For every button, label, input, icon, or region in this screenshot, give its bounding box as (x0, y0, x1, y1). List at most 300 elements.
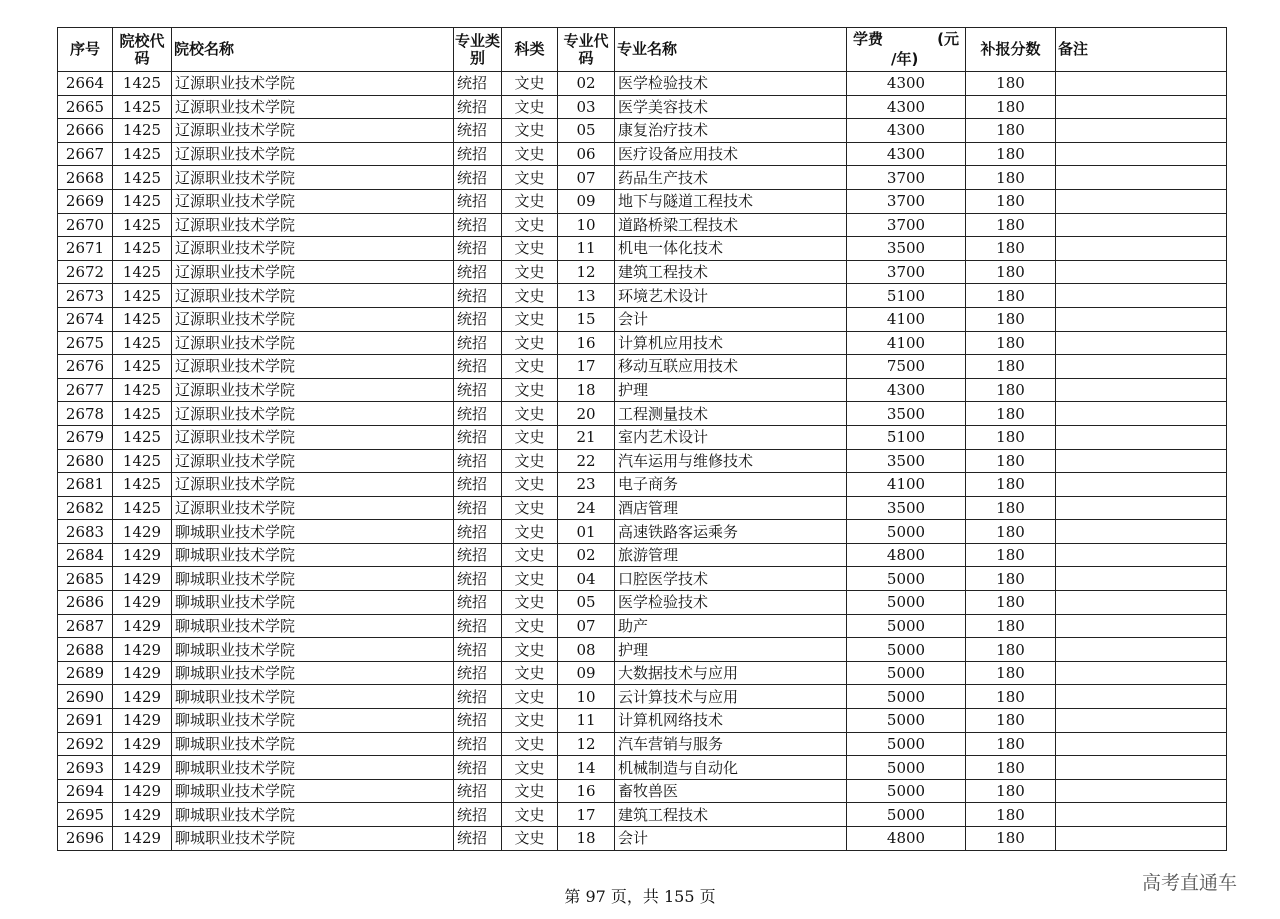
cell-seq: 2696 (58, 827, 113, 851)
cell-school-name: 辽源职业技术学院 (172, 284, 454, 308)
cell-school-name: 聊城职业技术学院 (172, 520, 454, 544)
cell-seq: 2686 (58, 591, 113, 615)
cell-seq: 2695 (58, 803, 113, 827)
cell-subject: 文史 (502, 237, 558, 261)
page-number: 第 97 页，共 155 页 (564, 887, 716, 906)
cell-school-name: 辽源职业技术学院 (172, 166, 454, 190)
cell-subject: 文史 (502, 543, 558, 567)
cell-major-category: 统招 (454, 378, 502, 402)
cell-remark (1056, 449, 1227, 473)
cell-school-name: 辽源职业技术学院 (172, 449, 454, 473)
cell-major-code: 12 (558, 260, 615, 284)
cell-major-code: 11 (558, 237, 615, 261)
cell-major-name: 环境艺术设计 (615, 284, 847, 308)
cell-major-name: 汽车营销与服务 (615, 732, 847, 756)
table-row (58, 520, 1227, 544)
table-row (58, 803, 1227, 827)
cell-school-name: 辽源职业技术学院 (172, 355, 454, 379)
cell-fee: 5000 (847, 803, 966, 827)
header-major-code-label: 专业代码 (563, 31, 609, 67)
cell-fee: 4100 (847, 473, 966, 497)
cell-school-name: 聊城职业技术学院 (172, 803, 454, 827)
cell-major-name: 药品生产技术 (615, 166, 847, 190)
cell-remark (1056, 284, 1227, 308)
cell-school-name: 辽源职业技术学院 (172, 496, 454, 520)
cell-major-code: 09 (558, 189, 615, 213)
cell-major-code: 18 (558, 827, 615, 851)
cell-major-category: 统招 (454, 756, 502, 780)
cell-school-name: 聊城职业技术学院 (172, 709, 454, 733)
cell-seq: 2694 (58, 779, 113, 803)
table-row (58, 213, 1227, 237)
cell-school-name: 辽源职业技术学院 (172, 189, 454, 213)
cell-school-name: 聊城职业技术学院 (172, 779, 454, 803)
cell-fee: 5000 (847, 756, 966, 780)
cell-seq: 2671 (58, 237, 113, 261)
cell-school-code: 1429 (113, 567, 172, 591)
cell-major-category: 统招 (454, 732, 502, 756)
cell-subject: 文史 (502, 591, 558, 615)
table-header-row (58, 28, 1227, 72)
cell-major-name: 医学检验技术 (615, 591, 847, 615)
cell-remark (1056, 779, 1227, 803)
cell-remark (1056, 331, 1227, 355)
cell-major-code: 08 (558, 638, 615, 662)
cell-remark (1056, 237, 1227, 261)
cell-seq: 2693 (58, 756, 113, 780)
cell-school-name: 聊城职业技术学院 (172, 685, 454, 709)
cell-major-category: 统招 (454, 166, 502, 190)
table-row (58, 142, 1227, 166)
table-row (58, 496, 1227, 520)
table-row (58, 709, 1227, 733)
cell-major-category: 统招 (454, 827, 502, 851)
cell-score: 180 (966, 473, 1056, 497)
cell-seq: 2680 (58, 449, 113, 473)
cell-major-name: 机械制造与自动化 (615, 756, 847, 780)
cell-major-code: 21 (558, 425, 615, 449)
cell-score: 180 (966, 331, 1056, 355)
header-seq: 序号 (58, 28, 113, 72)
watermark-text: 高考直通车 (1142, 872, 1238, 894)
cell-seq: 2690 (58, 685, 113, 709)
cell-major-category: 统招 (454, 449, 502, 473)
cell-remark (1056, 496, 1227, 520)
table-row (58, 425, 1227, 449)
cell-major-name: 护理 (615, 638, 847, 662)
cell-subject: 文史 (502, 119, 558, 143)
cell-seq: 2684 (58, 543, 113, 567)
cell-score: 180 (966, 543, 1056, 567)
cell-major-code: 14 (558, 756, 615, 780)
cell-major-category: 统招 (454, 591, 502, 615)
cell-remark (1056, 803, 1227, 827)
cell-school-code: 1425 (113, 284, 172, 308)
cell-seq: 2691 (58, 709, 113, 733)
cell-school-code: 1425 (113, 119, 172, 143)
cell-major-name: 口腔医学技术 (615, 567, 847, 591)
header-school-name: 院校名称 (172, 28, 454, 72)
cell-major-code: 13 (558, 284, 615, 308)
cell-fee: 3500 (847, 402, 966, 426)
cell-major-name: 道路桥梁工程技术 (615, 213, 847, 237)
cell-subject: 文史 (502, 284, 558, 308)
cell-seq: 2665 (58, 95, 113, 119)
cell-fee: 5000 (847, 567, 966, 591)
cell-fee: 5000 (847, 638, 966, 662)
cell-score: 180 (966, 307, 1056, 331)
cell-major-category: 统招 (454, 237, 502, 261)
cell-fee: 3700 (847, 166, 966, 190)
cell-major-category: 统招 (454, 638, 502, 662)
cell-fee: 5100 (847, 425, 966, 449)
cell-fee: 4300 (847, 119, 966, 143)
cell-subject: 文史 (502, 72, 558, 96)
cell-remark (1056, 213, 1227, 237)
table-row (58, 119, 1227, 143)
cell-major-code: 02 (558, 72, 615, 96)
cell-score: 180 (966, 402, 1056, 426)
header-fee-unit-a: (元 (937, 30, 959, 48)
cell-major-category: 统招 (454, 355, 502, 379)
cell-major-code: 18 (558, 378, 615, 402)
cell-major-code: 17 (558, 803, 615, 827)
cell-fee: 5000 (847, 685, 966, 709)
cell-remark (1056, 119, 1227, 143)
cell-seq: 2676 (58, 355, 113, 379)
cell-major-category: 统招 (454, 307, 502, 331)
cell-fee: 5000 (847, 661, 966, 685)
cell-remark (1056, 543, 1227, 567)
cell-fee: 4800 (847, 827, 966, 851)
cell-school-code: 1429 (113, 614, 172, 638)
cell-remark (1056, 72, 1227, 96)
cell-school-code: 1429 (113, 638, 172, 662)
cell-subject: 文史 (502, 402, 558, 426)
cell-school-name: 辽源职业技术学院 (172, 425, 454, 449)
cell-school-code: 1429 (113, 827, 172, 851)
cell-major-code: 07 (558, 166, 615, 190)
cell-seq: 2685 (58, 567, 113, 591)
cell-subject: 文史 (502, 331, 558, 355)
cell-subject: 文史 (502, 307, 558, 331)
cell-remark (1056, 685, 1227, 709)
cell-fee: 3500 (847, 237, 966, 261)
cell-major-category: 统招 (454, 72, 502, 96)
header-major-code (558, 28, 615, 72)
cell-subject: 文史 (502, 614, 558, 638)
table-row (58, 449, 1227, 473)
cell-school-name: 聊城职业技术学院 (172, 732, 454, 756)
cell-major-name: 建筑工程技术 (615, 803, 847, 827)
cell-major-category: 统招 (454, 567, 502, 591)
table-row (58, 237, 1227, 261)
cell-fee: 5000 (847, 614, 966, 638)
cell-score: 180 (966, 709, 1056, 733)
cell-seq: 2672 (58, 260, 113, 284)
cell-score: 180 (966, 237, 1056, 261)
cell-remark (1056, 425, 1227, 449)
cell-major-category: 统招 (454, 803, 502, 827)
cell-school-code: 1425 (113, 189, 172, 213)
table-row (58, 756, 1227, 780)
cell-fee: 3700 (847, 213, 966, 237)
cell-remark (1056, 142, 1227, 166)
cell-seq: 2674 (58, 307, 113, 331)
cell-school-name: 聊城职业技术学院 (172, 543, 454, 567)
cell-major-name: 大数据技术与应用 (615, 661, 847, 685)
cell-major-category: 统招 (454, 685, 502, 709)
cell-school-code: 1425 (113, 425, 172, 449)
header-subject: 科类 (502, 28, 558, 72)
cell-school-code: 1425 (113, 402, 172, 426)
cell-score: 180 (966, 803, 1056, 827)
cell-school-name: 聊城职业技术学院 (172, 638, 454, 662)
cell-major-name: 会计 (615, 827, 847, 851)
cell-school-code: 1429 (113, 779, 172, 803)
cell-major-name: 护理 (615, 378, 847, 402)
cell-seq: 2673 (58, 284, 113, 308)
cell-school-name: 辽源职业技术学院 (172, 72, 454, 96)
cell-major-name: 地下与隧道工程技术 (615, 189, 847, 213)
cell-fee: 4300 (847, 378, 966, 402)
cell-major-name: 高速铁路客运乘务 (615, 520, 847, 544)
cell-subject: 文史 (502, 449, 558, 473)
header-fee (847, 28, 966, 72)
cell-subject: 文史 (502, 95, 558, 119)
cell-remark (1056, 189, 1227, 213)
cell-school-code: 1425 (113, 237, 172, 261)
cell-major-name: 康复治疗技术 (615, 119, 847, 143)
cell-major-code: 16 (558, 331, 615, 355)
cell-school-code: 1425 (113, 166, 172, 190)
cell-school-name: 辽源职业技术学院 (172, 473, 454, 497)
cell-seq: 2683 (58, 520, 113, 544)
table-row (58, 567, 1227, 591)
cell-major-category: 统招 (454, 284, 502, 308)
cell-score: 180 (966, 567, 1056, 591)
cell-major-code: 24 (558, 496, 615, 520)
cell-score: 180 (966, 591, 1056, 615)
cell-school-name: 聊城职业技术学院 (172, 661, 454, 685)
cell-remark (1056, 827, 1227, 851)
cell-seq: 2667 (58, 142, 113, 166)
cell-remark (1056, 591, 1227, 615)
cell-seq: 2675 (58, 331, 113, 355)
cell-subject: 文史 (502, 142, 558, 166)
cell-subject: 文史 (502, 827, 558, 851)
cell-major-name: 会计 (615, 307, 847, 331)
cell-major-name: 计算机网络技术 (615, 709, 847, 733)
cell-major-name: 医疗设备应用技术 (615, 142, 847, 166)
cell-major-code: 11 (558, 709, 615, 733)
table-row (58, 284, 1227, 308)
cell-major-name: 室内艺术设计 (615, 425, 847, 449)
cell-remark (1056, 402, 1227, 426)
cell-remark (1056, 473, 1227, 497)
header-major-name: 专业名称 (615, 28, 847, 72)
table-row (58, 685, 1227, 709)
table-row (58, 307, 1227, 331)
cell-seq: 2677 (58, 378, 113, 402)
cell-major-category: 统招 (454, 260, 502, 284)
cell-seq: 2679 (58, 425, 113, 449)
cell-subject: 文史 (502, 425, 558, 449)
cell-major-name: 旅游管理 (615, 543, 847, 567)
cell-remark (1056, 95, 1227, 119)
cell-major-name: 云计算技术与应用 (615, 685, 847, 709)
cell-subject: 文史 (502, 520, 558, 544)
cell-major-name: 机电一体化技术 (615, 237, 847, 261)
cell-seq: 2692 (58, 732, 113, 756)
table-row (58, 378, 1227, 402)
cell-school-name: 辽源职业技术学院 (172, 307, 454, 331)
cell-remark (1056, 520, 1227, 544)
cell-score: 180 (966, 378, 1056, 402)
cell-fee: 7500 (847, 355, 966, 379)
cell-school-code: 1429 (113, 661, 172, 685)
cell-remark (1056, 709, 1227, 733)
cell-major-code: 05 (558, 591, 615, 615)
cell-score: 180 (966, 142, 1056, 166)
cell-school-name: 辽源职业技术学院 (172, 213, 454, 237)
cell-school-name: 辽源职业技术学院 (172, 95, 454, 119)
cell-seq: 2681 (58, 473, 113, 497)
cell-school-code: 1425 (113, 473, 172, 497)
cell-remark (1056, 307, 1227, 331)
cell-score: 180 (966, 638, 1056, 662)
cell-remark (1056, 756, 1227, 780)
cell-school-name: 辽源职业技术学院 (172, 237, 454, 261)
cell-major-name: 汽车运用与维修技术 (615, 449, 847, 473)
cell-major-code: 04 (558, 567, 615, 591)
cell-subject: 文史 (502, 378, 558, 402)
cell-fee: 4300 (847, 72, 966, 96)
cell-major-code: 23 (558, 473, 615, 497)
admissions-table (57, 27, 1227, 851)
table-row (58, 473, 1227, 497)
cell-subject: 文史 (502, 355, 558, 379)
cell-school-code: 1425 (113, 307, 172, 331)
cell-school-code: 1425 (113, 95, 172, 119)
cell-major-category: 统招 (454, 331, 502, 355)
table-row (58, 827, 1227, 851)
cell-subject: 文史 (502, 567, 558, 591)
cell-remark (1056, 732, 1227, 756)
table-body (58, 72, 1227, 851)
cell-major-code: 02 (558, 543, 615, 567)
cell-school-code: 1429 (113, 732, 172, 756)
cell-major-name: 移动互联应用技术 (615, 355, 847, 379)
cell-major-name: 工程测量技术 (615, 402, 847, 426)
cell-subject: 文史 (502, 213, 558, 237)
cell-fee: 4100 (847, 307, 966, 331)
table-row (58, 543, 1227, 567)
cell-school-name: 辽源职业技术学院 (172, 402, 454, 426)
cell-school-code: 1425 (113, 213, 172, 237)
cell-remark (1056, 661, 1227, 685)
cell-score: 180 (966, 425, 1056, 449)
cell-subject: 文史 (502, 166, 558, 190)
header-score: 补报分数 (966, 28, 1056, 72)
cell-remark (1056, 355, 1227, 379)
cell-major-category: 统招 (454, 473, 502, 497)
cell-school-name: 聊城职业技术学院 (172, 614, 454, 638)
cell-major-code: 22 (558, 449, 615, 473)
table-row (58, 661, 1227, 685)
cell-subject: 文史 (502, 709, 558, 733)
cell-subject: 文史 (502, 661, 558, 685)
table-row (58, 402, 1227, 426)
cell-major-code: 17 (558, 355, 615, 379)
cell-major-code: 15 (558, 307, 615, 331)
cell-school-code: 1425 (113, 378, 172, 402)
cell-school-code: 1425 (113, 496, 172, 520)
cell-major-category: 统招 (454, 779, 502, 803)
cell-score: 180 (966, 496, 1056, 520)
cell-school-name: 辽源职业技术学院 (172, 378, 454, 402)
cell-fee: 4300 (847, 142, 966, 166)
cell-major-code: 05 (558, 119, 615, 143)
table-row (58, 355, 1227, 379)
cell-fee: 5000 (847, 732, 966, 756)
cell-major-code: 01 (558, 520, 615, 544)
cell-score: 180 (966, 756, 1056, 780)
header-major-category-label: 专业类别 (454, 31, 500, 67)
cell-major-category: 统招 (454, 496, 502, 520)
cell-school-code: 1425 (113, 355, 172, 379)
cell-school-code: 1429 (113, 803, 172, 827)
cell-subject: 文史 (502, 779, 558, 803)
cell-subject: 文史 (502, 638, 558, 662)
cell-school-code: 1425 (113, 449, 172, 473)
cell-subject: 文史 (502, 260, 558, 284)
cell-school-code: 1425 (113, 331, 172, 355)
cell-score: 180 (966, 449, 1056, 473)
cell-subject: 文史 (502, 685, 558, 709)
cell-major-name: 畜牧兽医 (615, 779, 847, 803)
cell-remark (1056, 378, 1227, 402)
table-row (58, 260, 1227, 284)
cell-score: 180 (966, 732, 1056, 756)
cell-fee: 4800 (847, 543, 966, 567)
cell-major-name: 助产 (615, 614, 847, 638)
cell-major-category: 统招 (454, 543, 502, 567)
cell-score: 180 (966, 260, 1056, 284)
cell-major-code: 09 (558, 661, 615, 685)
cell-fee: 5000 (847, 591, 966, 615)
cell-remark (1056, 614, 1227, 638)
header-major-category (454, 28, 502, 72)
header-remark: 备注 (1056, 28, 1227, 72)
cell-major-code: 03 (558, 95, 615, 119)
cell-school-code: 1429 (113, 591, 172, 615)
cell-school-name: 辽源职业技术学院 (172, 142, 454, 166)
cell-seq: 2687 (58, 614, 113, 638)
cell-school-code: 1425 (113, 142, 172, 166)
cell-fee: 5000 (847, 779, 966, 803)
cell-score: 180 (966, 119, 1056, 143)
cell-major-category: 统招 (454, 614, 502, 638)
table-row (58, 331, 1227, 355)
cell-major-code: 20 (558, 402, 615, 426)
table-row (58, 591, 1227, 615)
cell-seq: 2668 (58, 166, 113, 190)
cell-major-category: 统招 (454, 709, 502, 733)
cell-major-name: 酒店管理 (615, 496, 847, 520)
cell-score: 180 (966, 189, 1056, 213)
cell-school-name: 辽源职业技术学院 (172, 260, 454, 284)
